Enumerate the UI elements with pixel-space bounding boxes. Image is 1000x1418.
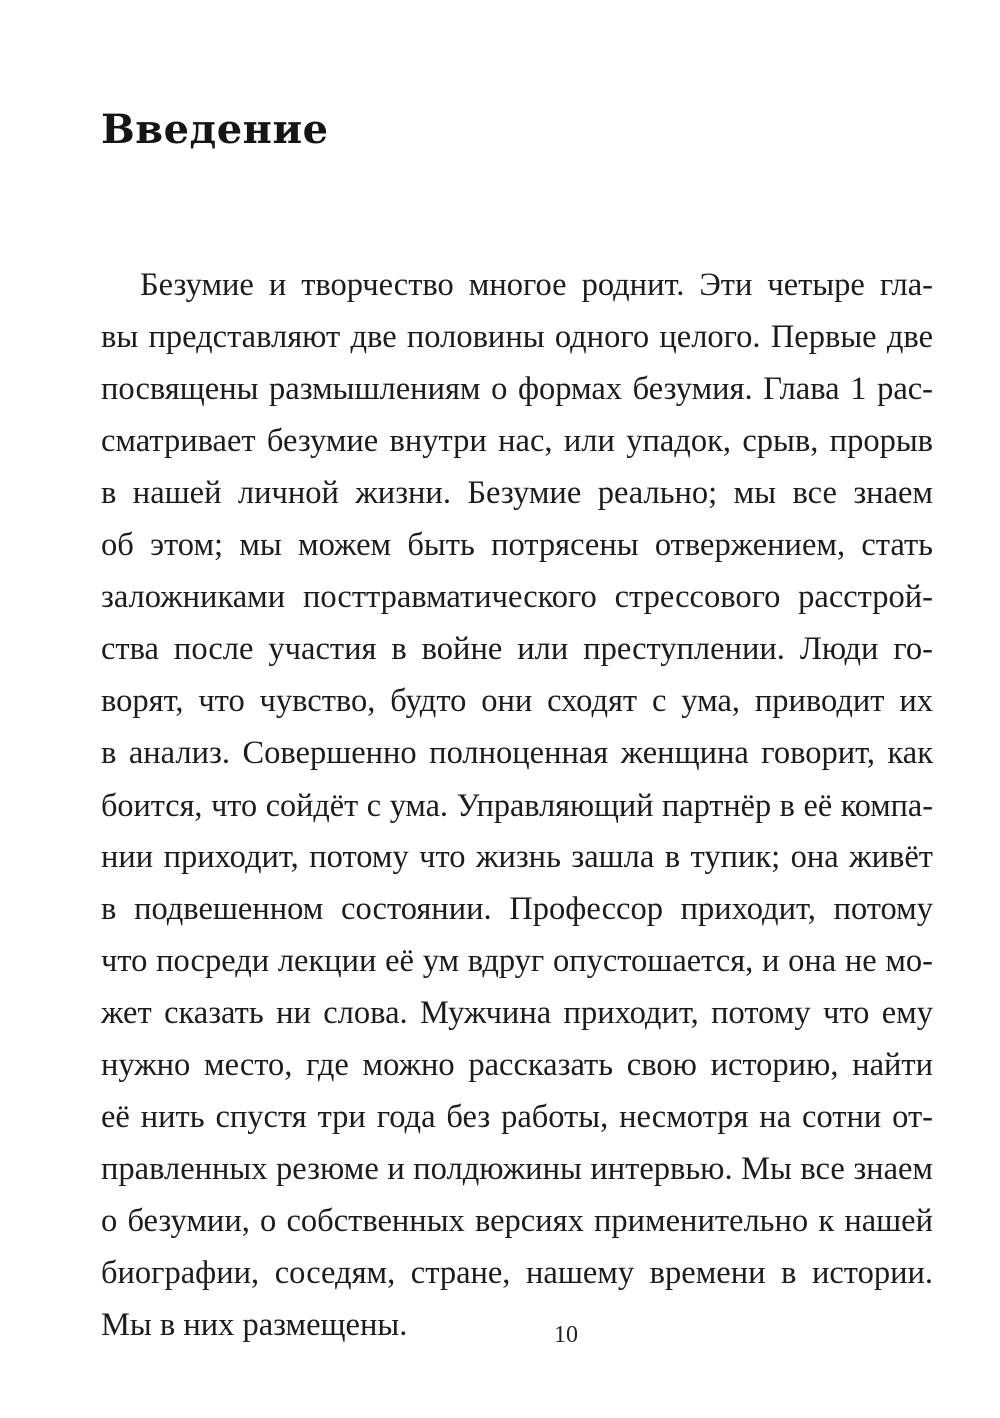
paragraph-line: её нить спустя три года без работы, несмотря на сотни от- — [101, 1099, 933, 1135]
paragraph-line: жет сказать ни слова. Мужчина приходит, потому что ему — [101, 995, 933, 1031]
paragraph-line: боится, что сойдёт с ума. Управляющий партнёр в её компа- — [101, 787, 933, 823]
page-number: 10 — [554, 1322, 578, 1348]
paragraph-line: сматривает безумие внутри нас, или упадок, срыв, прорыв — [101, 423, 933, 459]
paragraph-line: посвящены размышлениям о формах безумия. Глава 1 рас- — [101, 371, 933, 407]
paragraph-line: заложниками посттравматического стрессового расстрой- — [101, 579, 933, 615]
paragraph-line: вы представляют две половины одного целого. Первые две — [101, 319, 933, 355]
body-paragraph — [101, 259, 933, 1351]
paragraph-line: об этом; мы можем быть потрясены отвержением, стать — [101, 527, 933, 563]
chapter-heading: Введение — [101, 106, 329, 153]
paragraph-line: в анализ. Совершенно полноценная женщина говорит, как — [101, 735, 933, 771]
paragraph-line: ворят, что чувство, будто они сходят с ума, приводит их — [101, 683, 933, 719]
paragraph-line: нужно место, где можно рассказать свою историю, найти — [101, 1047, 933, 1083]
paragraph-line: правленных резюме и полдюжины интервью. Мы все знаем — [101, 1151, 933, 1187]
paragraph-line: в подвешенном состоянии. Профессор приходит, потому — [101, 891, 933, 927]
paragraph-line: о безумии, о собственных версиях применительно к нашей — [101, 1203, 933, 1239]
paragraph-line: ства после участия в войне или преступлении. Люди го- — [101, 631, 933, 667]
paragraph-line: Мы в них размещены. — [101, 1307, 408, 1343]
paragraph-line: что посреди лекции её ум вдруг опустошается, и она не мо- — [101, 943, 933, 979]
paragraph-line: биографии, соседям, стране, нашему времени в истории. — [101, 1255, 933, 1291]
paragraph-line: в нашей личной жизни. Безумие реально; мы все знаем — [101, 475, 933, 511]
paragraph-line: Безумие и творчество многое роднит. Эти четыре гла- — [140, 267, 933, 303]
paragraph-line: нии приходит, потому что жизнь зашла в тупик; она живёт — [101, 839, 933, 875]
